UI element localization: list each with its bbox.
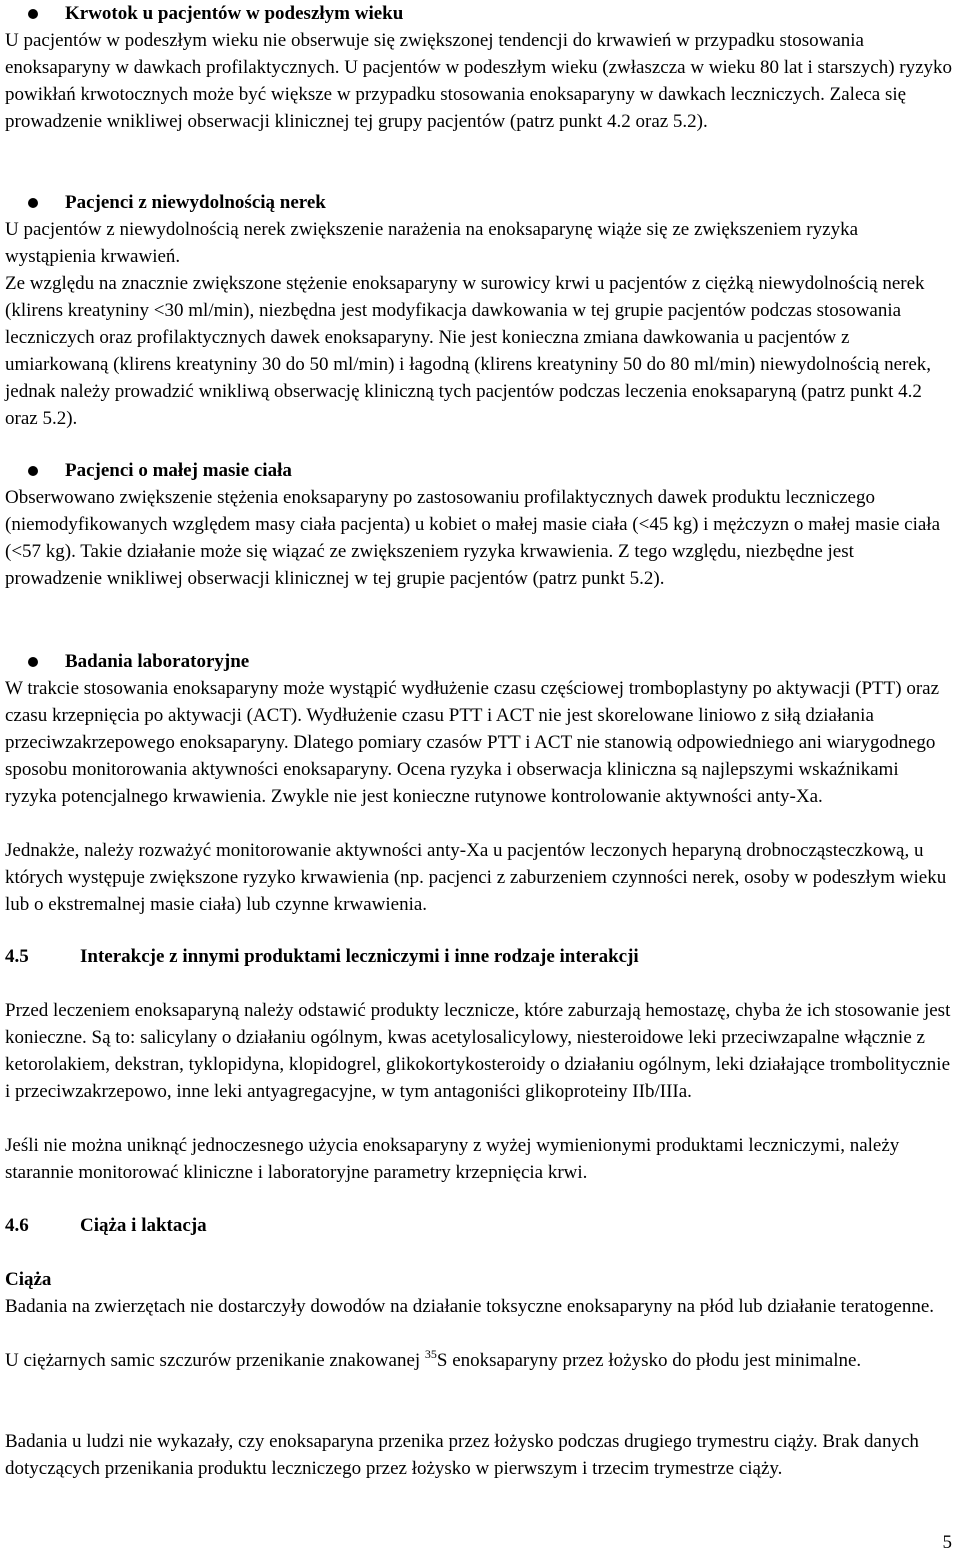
section-heading: Pacjenci o małej masie ciała [65,460,292,481]
section-title: Interakcje z innymi produktami leczniczymi i inne rodzaje interakcji [80,946,639,967]
paragraph: U pacjentów w podeszłym wieku nie obserwuje się zwiększonej tendencji do krwawień w przypadku stosowania enoksaparyny w dawkach profilaktycznych. U pacjentów w podeszłym wieku (zwłaszcza w wieku 80 lat i starszych) ryzyko powikłań krwotocznych może być większe w przypadku stosowania enoksaparyny w dawkach leczniczych. Zaleca się prowadzenie wnikliwej obserwacji klinicznej tej grupy pacjentów (patrz punkt 4.2 oraz 5.2). [5,30,953,132]
section-heading: Krwotok u pacjentów w podeszłym wieku [65,3,404,24]
bullet-icon [28,657,38,667]
paragraph: U pacjentów z niewydolnością nerek zwiększenie narażenia na enoksaparynę wiąże się ze zwiększeniem ryzyka wystąpienia krwawień. [5,219,859,267]
page-number: 5 [942,1532,952,1553]
section-title: Ciąża i laktacja [80,1215,207,1236]
text-span: U ciężarnych samic szczurów przenikanie znakowanej [5,1350,425,1371]
paragraph: Badania na zwierzętach nie dostarczyły dowodów na działanie toksyczne enoksaparyny na płód lub działanie teratogenne. [5,1296,935,1317]
text-span: S enoksaparyny przez łożysko do płodu jest minimalne. [436,1350,862,1371]
subheading-pregnancy: Ciąża [5,1269,52,1290]
section-heading: Badania laboratoryjne [65,651,250,672]
paragraph: Badania u ludzi nie wykazały, czy enoksaparyna przenika przez łożysko podczas drugiego trymestru ciąży. Brak danych dotyczących przenikania produktu leczniczego przez łożysko w pierwszym i trzecim trymestrze ciąży. [5,1431,919,1479]
paragraph: W trakcie stosowania enoksaparyny może wystąpić wydłużenie czasu częściowej tromboplastyny po aktywacji (PTT) oraz czasu krzepnięcia po aktywacji (ACT). Wydłużenie czasu PTT i ACT nie jest skorelowane liniowo z siłą działania przeciwzakrzepowego enoksaparyny. Dlatego pomiary czasów PTT i ACT nie stanowią odpowiedniego ani wiarygodnego sposobu monitorowania aktywności enoksaparyny. Ocena ryzyka i obserwacja kliniczna są najlepszymi wskaźnikami ryzyka potencjalnego krwawienia. Zwykle nie jest konieczne rutynowe kontrolowanie aktywności anty-Xa. [5,678,940,807]
section-number: 4.5 [5,946,29,967]
paragraph: Jednakże, należy rozważyć monitorowanie aktywności anty-Xa u pacjentów leczonych heparyną drobnocząsteczkową, u których występuje zwiększone ryzyko krwawienia (np. pacjenci z zaburzeniem czynności nerek, osoby w podeszłym wieku lub o ekstremalnej masie ciała) lub czynne krwawienia. [5,840,947,915]
bullet-icon [28,198,38,208]
section-number: 4.6 [5,1215,29,1236]
paragraph: Przed leczeniem enoksaparyną należy odstawić produkty lecznicze, które zaburzają hemostazę, chyba że ich stosowanie jest konieczne. Są to: salicylany o działaniu ogólnym, kwas acetylosalicylowy, niesteroidowe leki przeciwzapalne włącznie z ketorolakiem, dekstran, tyklopidyna, klopidogrel, glikokortykosteroidy o działaniu ogólnym, leki działające trombolitycznie i przeciwzakrzepowo, inne leki antyagregacyjne, w tym antagoniści glikoproteiny IIb/IIIa. [5,1000,951,1102]
paragraph: Obserwowano zwiększenie stężenia enoksaparyny po zastosowaniu profilaktycznych dawek produktu leczniczego (niemodyfikowanych względem masy ciała pacjenta) u kobiet o małej masie ciała (<45 kg) i mężczyzn o małej masie ciała (<57 kg). Takie działanie może się wiązać ze zwiększeniem ryzyka krwawienia. Z tego względu, niezbędne jest prowadzenie wnikliwej obserwacji klinicznej w tej grupie pacjentów (patrz punkt 5.2). [5,487,941,589]
superscript: 35 [424,1347,437,1361]
bullet-icon [28,466,38,476]
paragraph [5,1347,953,1374]
bullet-icon [28,9,38,19]
paragraph: Jeśli nie można uniknąć jednoczesnego użycia enoksaparyny z wyżej wymienionymi produktami leczniczymi, należy starannie monitorować kliniczne i laboratoryjne parametry krzepnięcia krwi. [5,1135,900,1183]
paragraph: Ze względu na znacznie zwiększone stężenie enoksaparyny w surowicy krwi u pacjentów z ciężką niewydolnością nerek (klirens kreatyniny <30 ml/min), niezbędna jest modyfikacja dawkowania w tej grupie pacjentów podczas stosowania leczniczych oraz profilaktycznych dawek enoksaparyny. Nie jest konieczna zmiana dawkowania u pacjentów z umiarkowaną (klirens kreatyniny 30 do 50 ml/min) i łagodną (klirens kreatyniny 50 do 80 ml/min) niewydolnością nerek, jednak należy prowadzić wnikliwą obserwację kliniczną tych pacjentów podczas leczenia enoksaparyną (patrz punkt 4.2 oraz 5.2). [5,273,932,429]
section-heading: Pacjenci z niewydolnością nerek [65,192,326,213]
